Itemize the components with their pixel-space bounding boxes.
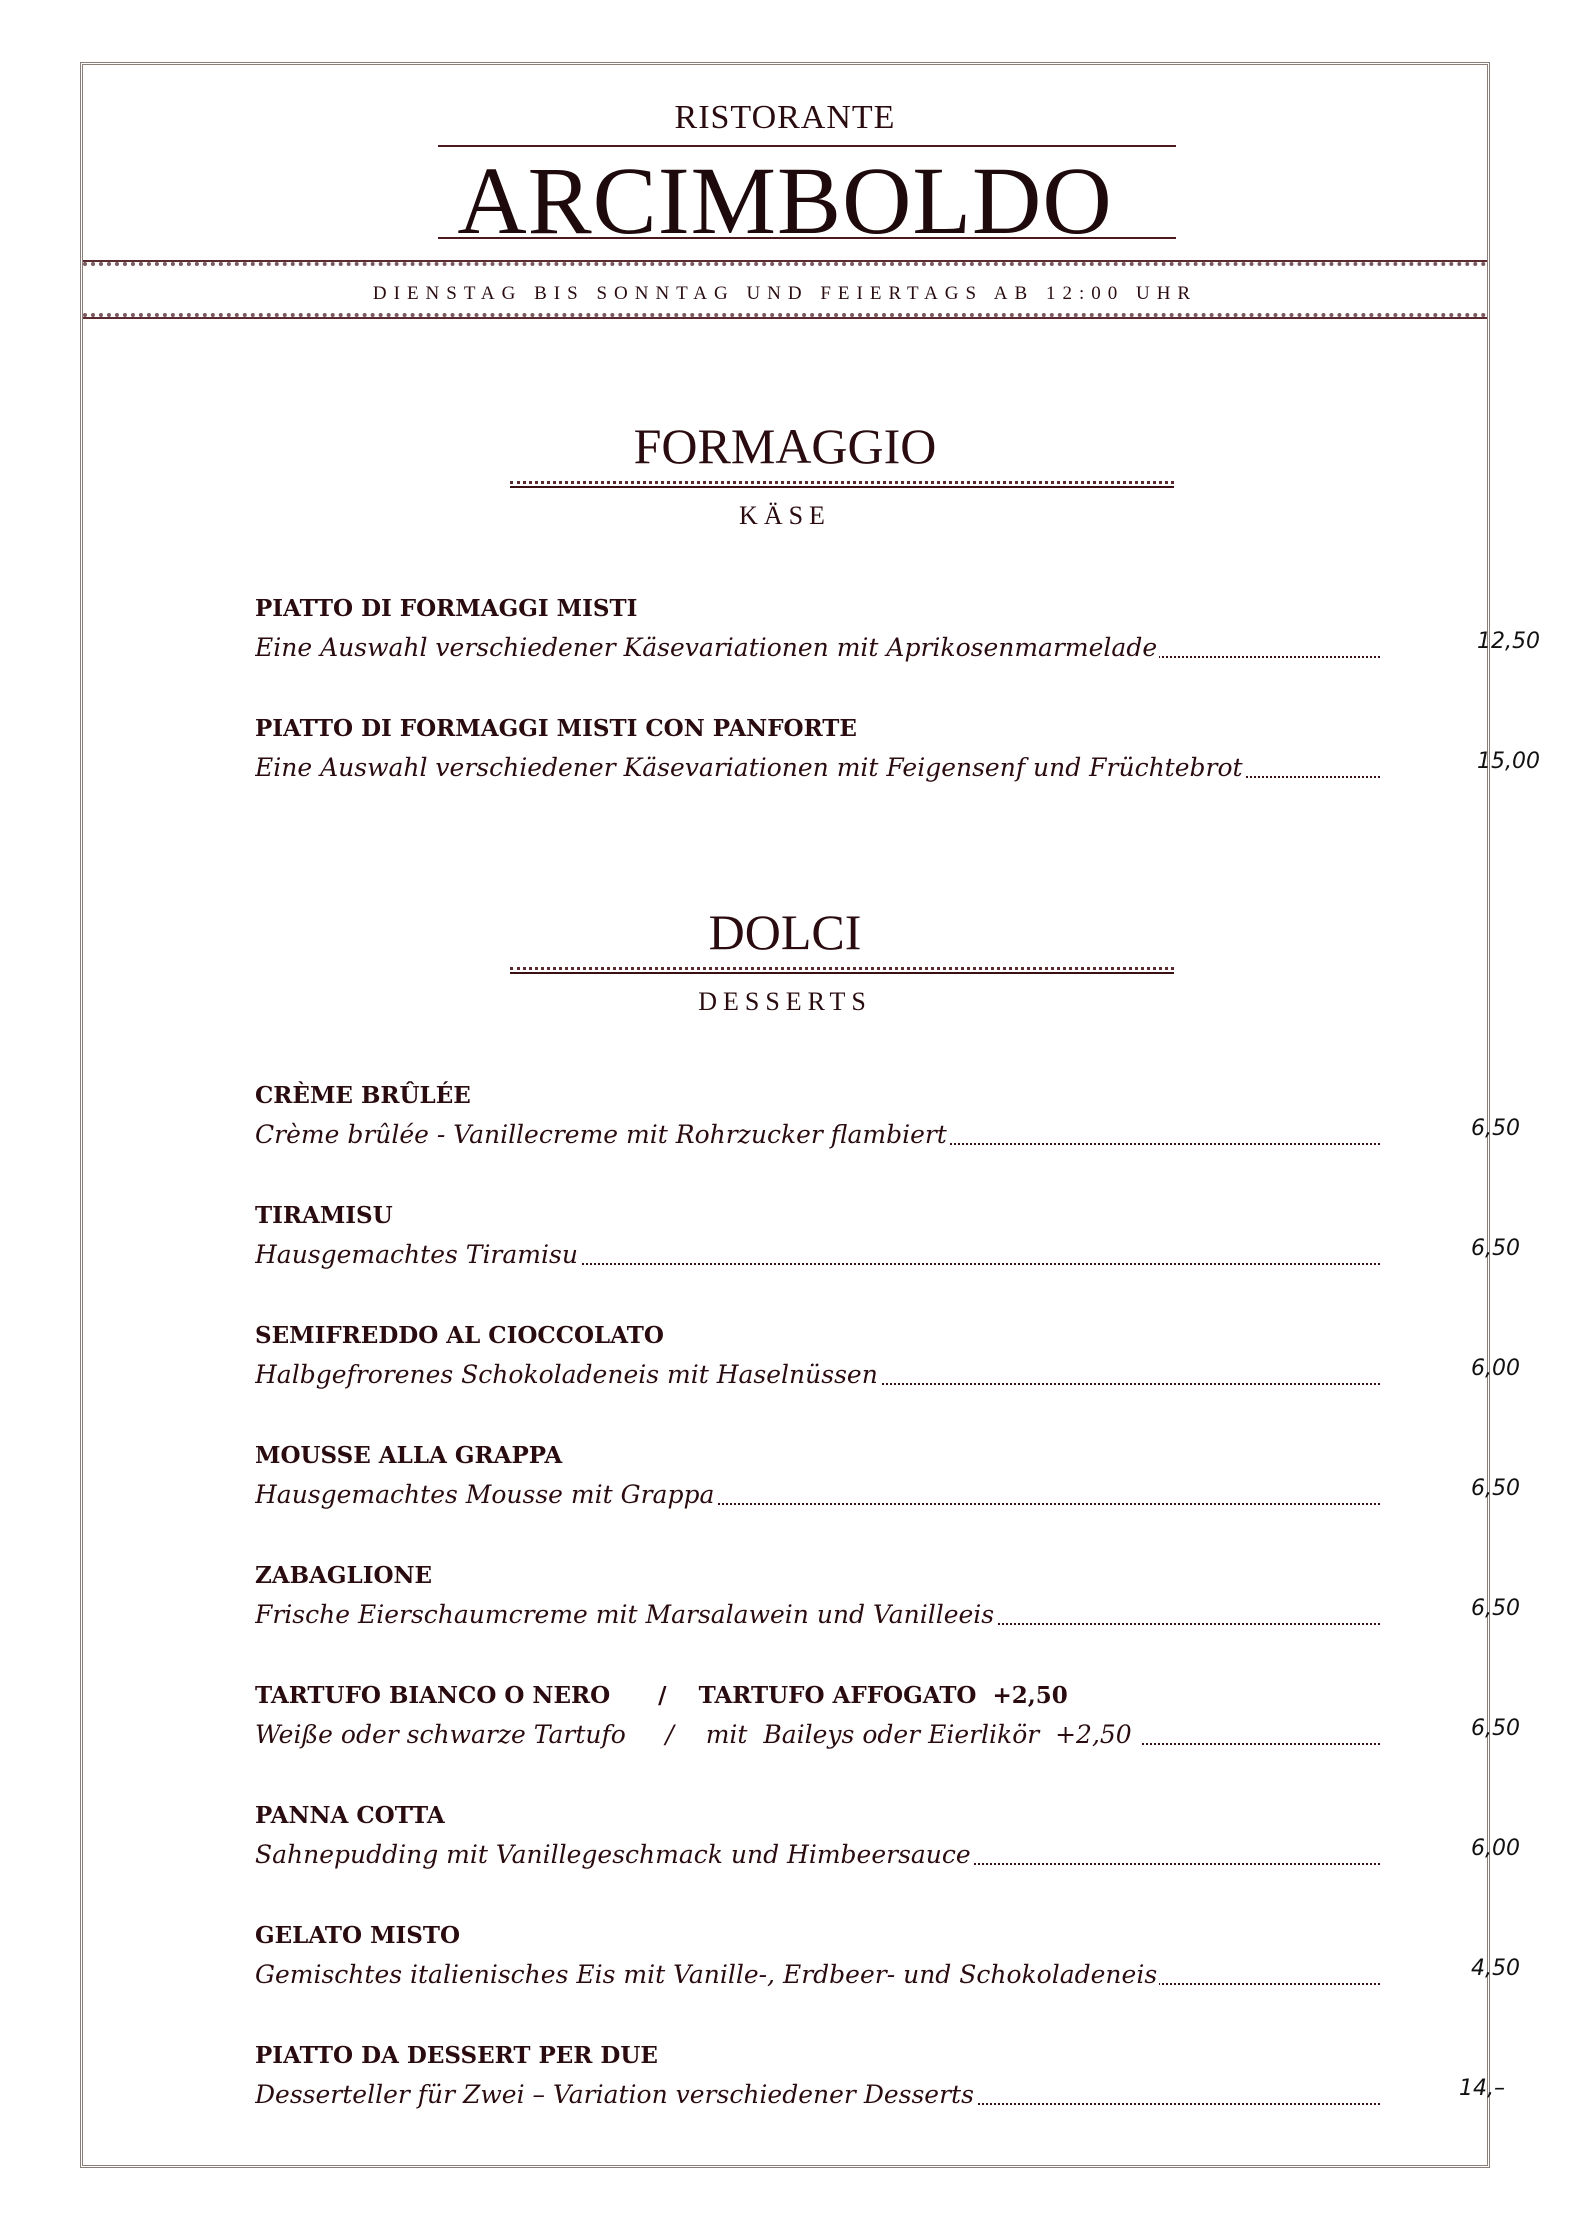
item-price: 6,00 <box>1471 1836 1520 1861</box>
item-price: 6,50 <box>1471 1596 1520 1621</box>
header-rule-bottom <box>438 237 1176 239</box>
hours-band-bottom <box>83 313 1487 319</box>
menu-item <box>255 1922 1520 2012</box>
item-description: Eine Auswahl verschiedener Käsevariationen mit Feigensenf und Früchtebrot <box>255 753 1395 787</box>
item-description: Desserteller für Zwei – Variation verschiedener Desserts <box>255 2080 1395 2114</box>
menu-item <box>255 1682 1520 1772</box>
item-name: PANNA COTTA <box>255 1802 445 1829</box>
item-description: Halbgefrorenes Schokoladeneis mit Haselnüssen <box>255 1360 1395 1394</box>
menu-item <box>255 1442 1520 1532</box>
item-price: 4,50 <box>1471 1956 1520 1981</box>
restaurant-label: RISTORANTE <box>674 99 896 136</box>
item-price: 12,50 <box>1477 629 1540 654</box>
item-description: Crème brûlée - Vanillecreme mit Rohrzucker flambiert <box>255 1120 1395 1154</box>
menu-frame <box>80 62 1540 2168</box>
section-title-dolci: DOLCI <box>708 904 862 960</box>
item-price: 6,50 <box>1471 1476 1520 1501</box>
item-description: Hausgemachtes Tiramisu <box>255 1240 1395 1274</box>
item-price: 6,50 <box>1471 1716 1520 1741</box>
hours-band-top <box>83 260 1487 266</box>
menu-item <box>255 1202 1520 1292</box>
item-description: Gemischtes italienisches Eis mit Vanille-, Erdbeer- und Schokoladeneis <box>255 1960 1395 1994</box>
item-name: PIATTO DI FORMAGGI MISTI <box>255 595 638 622</box>
menu-item <box>255 1322 1520 1412</box>
item-price: 6,00 <box>1471 1356 1520 1381</box>
section-subtitle-kaese: KÄSE <box>739 501 831 530</box>
restaurant-name: ARCIMBOLDO <box>457 147 1113 254</box>
item-description: Frische Eierschaumcreme mit Marsalawein und Vanilleeis <box>255 1600 1395 1634</box>
menu-item <box>255 595 1540 685</box>
item-price: 14,– <box>1459 2076 1505 2101</box>
section-rule-formaggio <box>510 481 1174 488</box>
item-name: MOUSSE ALLA GRAPPA <box>255 1442 563 1469</box>
item-description: Weiße oder schwarze Tartufo / mit Baileys oder Eierlikör +2,50 <box>255 1720 1395 1754</box>
menu-item <box>255 1562 1520 1652</box>
item-price: 15,00 <box>1477 749 1540 774</box>
item-name: GELATO MISTO <box>255 1922 461 1949</box>
menu-header <box>83 65 1487 323</box>
item-description: Sahnepudding mit Vanillegeschmack und Himbeersauce <box>255 1840 1395 1874</box>
menu-item <box>255 1802 1520 1892</box>
item-name: PIATTO DA DESSERT PER DUE <box>255 2042 658 2069</box>
item-name: PIATTO DI FORMAGGI MISTI CON PANFORTE <box>255 715 857 742</box>
item-name: TIRAMISU <box>255 1202 393 1229</box>
item-name: CRÈME BRÛLÉE <box>255 1082 471 1109</box>
item-price: 6,50 <box>1471 1236 1520 1261</box>
section-title-formaggio: FORMAGGIO <box>633 418 937 474</box>
item-description: Eine Auswahl verschiedener Käsevariationen mit Aprikosenmarmelade <box>255 633 1395 667</box>
item-name: ZABAGLIONE <box>255 1562 433 1589</box>
opening-hours: DIENSTAG BIS SONNTAG UND FEIERTAGS AB 12:00 UHR <box>372 283 1198 304</box>
menu-item <box>255 2042 1505 2132</box>
item-price: 6,50 <box>1471 1116 1520 1141</box>
item-description: Hausgemachtes Mousse mit Grappa <box>255 1480 1395 1514</box>
section-rule-dolci <box>510 967 1174 974</box>
menu-item <box>255 715 1540 805</box>
menu-item <box>255 1082 1520 1172</box>
section-subtitle-desserts: DESSERTS <box>698 987 872 1016</box>
item-name: TARTUFO BIANCO O NERO / TARTUFO AFFOGATO +2,50 <box>255 1682 1068 1709</box>
item-name: SEMIFREDDO AL CIOCCOLATO <box>255 1322 664 1349</box>
